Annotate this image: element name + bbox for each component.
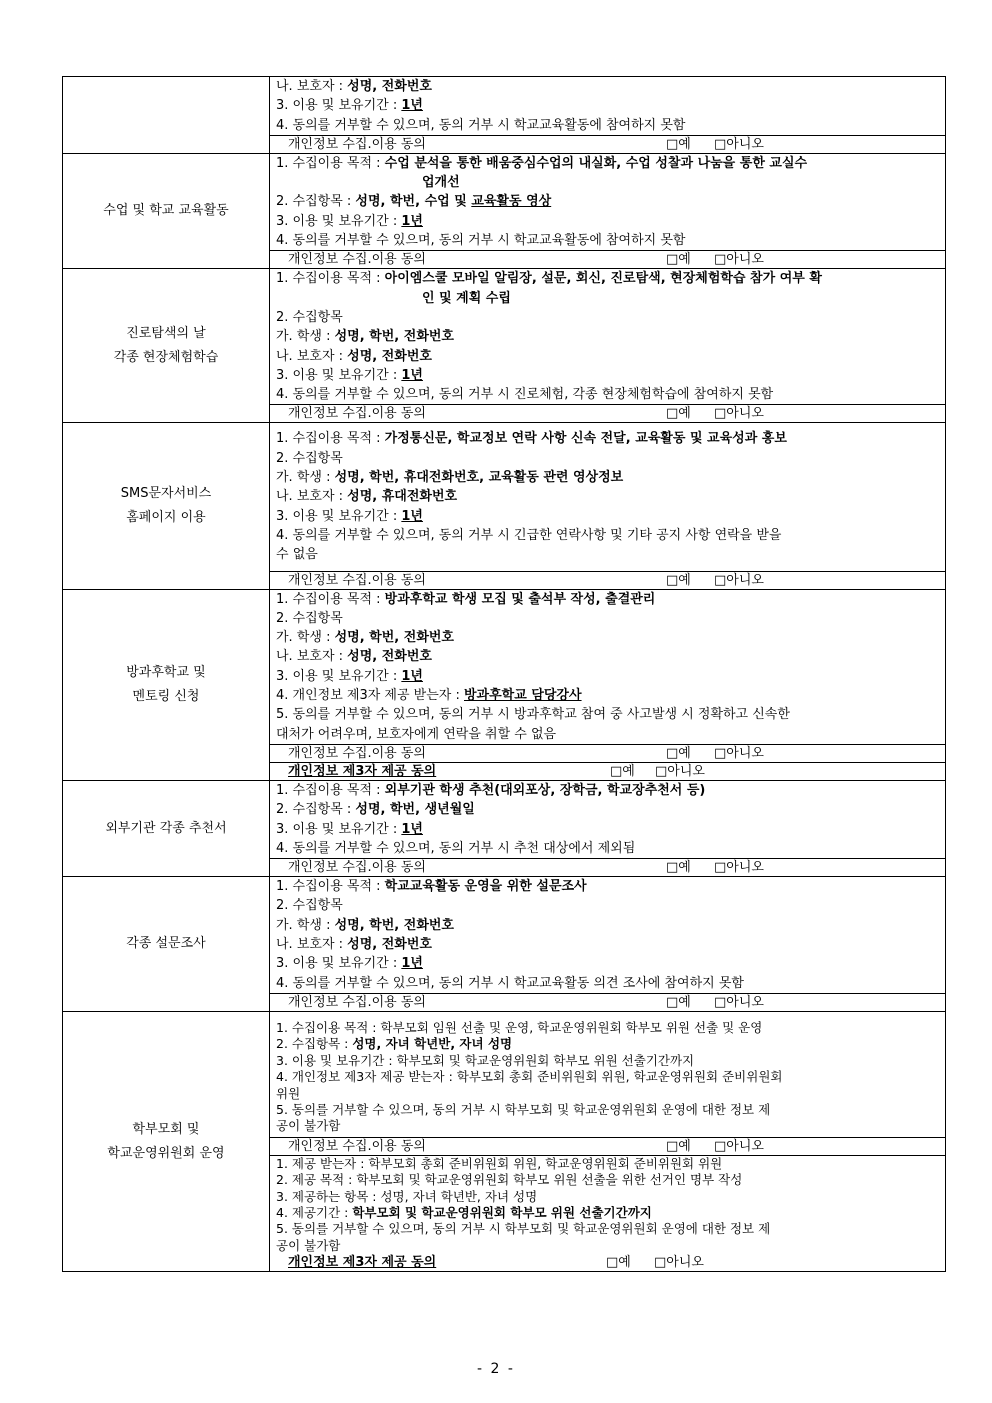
line-text: 위원 (276, 1085, 301, 1101)
no-checkbox[interactable]: □아니오 (714, 572, 764, 588)
line-text: 5. 동의를 거부할 수 있으며, 동의 거부 시 학부모회 및 학교운영위원회 운영에 대한 정보 제 (276, 1101, 771, 1117)
line-bold-text: 인 및 계획 수립 (422, 290, 511, 306)
line-text: 3. 이용 및 보유기간 : 학부모회 및 학교운영위원회 학부모 위원 선출기간까지 (276, 1052, 695, 1068)
consent-label-text: 개인정보 제3자 제공 동의 (288, 763, 437, 779)
line-text: 3. 이용 및 보유기간 : (276, 98, 402, 114)
line-bold-text: 학교교육활동 운영을 위한 설문조사 (384, 879, 587, 895)
no-checkbox[interactable]: □아니오 (655, 763, 705, 779)
line-underlined-text: 1년 (401, 98, 423, 114)
line-text: 1. 수집이용 목적 : (276, 879, 385, 895)
text-line (276, 974, 939, 993)
line-text: 3. 제공하는 항목 : 성명, 자녀 학년반, 자녀 성명 (276, 1188, 538, 1204)
text-line (276, 96, 939, 115)
text-line (276, 77, 939, 96)
line-bold-text: 성명, 자녀 학년반, 자녀 성명 (352, 1036, 513, 1052)
line-text: 1. 수집이용 목적 : (276, 155, 385, 171)
consent-row (270, 251, 946, 269)
line-bold-text: 성명, 학번, 전화번호 (334, 329, 454, 345)
line-text: 4. 제공기간 : (276, 1204, 353, 1220)
line-text: 공이 불가함 (276, 1237, 341, 1253)
category-label: 각종 설문조사 (126, 935, 206, 951)
text-line (276, 896, 939, 915)
consent-row (270, 1254, 946, 1272)
consent-row (270, 571, 946, 589)
text-line (276, 385, 939, 404)
line-text: 2. 수집항목 : (276, 802, 356, 818)
consent-label: 개인정보 수집.이용 동의 (288, 252, 426, 268)
line-text: 4. 동의를 거부할 수 있으며, 동의 거부 시 학교교육활동에 참여하지 못함 (276, 233, 686, 249)
line-bold-text: 아이엠스쿨 모바일 알림장, 설문, 회신, 진로탐색, 현장체험학습 참가 여부 확 (384, 271, 822, 287)
text-line (276, 327, 939, 346)
line-text: 4. 동의를 거부할 수 있으며, 동의 거부 시 긴급한 연락사항 및 기타 공지 사항 연락을 받을 (276, 527, 782, 543)
text-line (276, 1102, 939, 1118)
yes-checkbox[interactable]: □예 (666, 994, 691, 1010)
line-text: 2. 제공 목적 : 학부모회 및 학교운영위원회 학부모 위원 선출을 위한 선거인 명부 작성 (276, 1172, 743, 1188)
category-cell (63, 780, 270, 876)
no-checkbox[interactable]: □아니오 (654, 1255, 704, 1271)
consent-table (62, 76, 946, 1272)
text-line (276, 526, 939, 545)
line-text: 가. 학생 : (276, 470, 335, 486)
category-label: 수업 및 학교 교육활동 (103, 203, 229, 219)
line-text: 가. 학생 : (276, 329, 335, 345)
text-line (276, 590, 939, 609)
text-line (276, 916, 939, 935)
line-text: 나. 보호자 : (276, 348, 348, 364)
line-text: 3. 이용 및 보유기간 : (276, 213, 402, 229)
line-text: 나. 보호자 : (276, 649, 348, 665)
line-bold-text: 성명, 학번, 휴대전화번호, 교육활동 관련 영상정보 (334, 470, 624, 486)
category-label: 학부모회 및 (132, 1121, 200, 1137)
consent-row (270, 762, 946, 780)
category-cell (63, 153, 270, 268)
line-text: 1. 수집이용 목적 : (276, 431, 385, 447)
no-checkbox[interactable]: □아니오 (714, 406, 764, 422)
line-underlined-text: 방과후학교 담당강사 (464, 688, 582, 704)
line-underlined-text: 1년 (401, 821, 423, 837)
text-line (276, 725, 939, 744)
line-bold-text: 방과후학교 학생 모집 및 출석부 작성, 출결관리 (384, 591, 656, 607)
line-bold-text: 성명, 전화번호 (347, 936, 432, 952)
text-line (276, 173, 939, 192)
text-line (276, 1069, 939, 1085)
line-underlined-text: 1년 (401, 367, 423, 383)
line-underlined-text: 교육활동 영상 (471, 194, 552, 210)
line-bold-text: 성명, 학번, 생년월일 (355, 802, 475, 818)
line-underlined-text: 1년 (401, 956, 423, 972)
text-line (276, 507, 939, 526)
line-bold-text: 학부모회 및 학교운영위원회 학부모 위원 선출기간까지 (352, 1204, 652, 1220)
yes-checkbox[interactable]: □예 (606, 1255, 631, 1271)
text-line (276, 366, 939, 385)
text-line (276, 1156, 939, 1172)
text-line (276, 686, 939, 705)
line-text: 3. 이용 및 보유기간 : (276, 367, 402, 383)
consent-row (270, 993, 946, 1011)
item-details (270, 269, 946, 405)
text-line (276, 1189, 939, 1205)
text-line (276, 308, 939, 327)
third-party-details (270, 1155, 946, 1254)
category-label: 멘토링 신청 (132, 688, 200, 704)
consent-label: 개인정보 수집.이용 동의 (288, 572, 426, 588)
line-text: 수 없음 (276, 547, 318, 563)
text-line (276, 269, 939, 288)
line-text: 5. 동의를 거부할 수 있으며, 동의 거부 시 방과후학교 참여 중 사고발생 시 정확하고 신속한 (276, 707, 790, 723)
line-text: 2. 수집항목 (276, 610, 343, 626)
line-bold-text: 성명, 전화번호 (347, 79, 432, 94)
text-line (276, 116, 939, 135)
line-bold-text: 업개선 (422, 175, 460, 191)
line-text: 4. 동의를 거부할 수 있으며, 동의 거부 시 진로체험, 각종 현장체험학습에 참여하지 못함 (276, 387, 774, 403)
text-line (276, 647, 939, 666)
line-text: 1. 수집이용 목적 : (276, 782, 385, 798)
text-line (276, 935, 939, 954)
line-text: 4. 개인정보 제3자 제공 받는자 : (276, 688, 464, 704)
yes-checkbox[interactable]: □예 (666, 860, 691, 876)
line-bold-text: 수업 분석을 통한 배움중심수업의 내실화, 수업 성찰과 나눔을 통한 교실수 (384, 155, 808, 171)
text-line (276, 609, 939, 628)
no-checkbox[interactable]: □아니오 (714, 745, 764, 761)
yes-checkbox[interactable]: □예 (666, 136, 691, 152)
line-text: 1. 수집이용 목적 : (276, 271, 385, 287)
text-line (276, 1172, 939, 1188)
consent-label: 개인정보 수집.이용 동의 (288, 745, 426, 761)
item-details (270, 153, 946, 250)
category-label: 각종 현장체험학습 (113, 349, 219, 365)
line-bold-text: 성명, 학번, 전화번호 (334, 630, 454, 646)
text-line (276, 449, 939, 468)
no-checkbox[interactable]: □아니오 (714, 1138, 764, 1154)
line-text: 2. 수집항목 (276, 309, 343, 325)
text-line (276, 1086, 939, 1102)
text-line (276, 429, 939, 448)
text-line (276, 545, 939, 564)
category-cell (63, 1011, 270, 1271)
category-cell (63, 877, 270, 1012)
yes-checkbox[interactable]: □예 (666, 745, 691, 761)
category-cell (63, 269, 270, 423)
text-line (276, 487, 939, 506)
text-line (276, 212, 939, 231)
line-underlined-text: 1년 (401, 213, 423, 229)
line-text: 4. 동의를 거부할 수 있으며, 동의 거부 시 학교교육활동에 참여하지 못함 (276, 117, 686, 133)
line-text: 나. 보호자 : (276, 79, 348, 94)
line-text: 2. 수집항목 : (276, 1036, 353, 1052)
line-text: 1. 제공 받는자 : 학부모회 총회 준비위원회 위원, 학교운영위원회 준비위원회 위원 (276, 1155, 723, 1171)
line-underlined-text: 1년 (401, 508, 423, 524)
no-checkbox[interactable]: □아니오 (714, 994, 764, 1010)
consent-label-text: 개인정보 제3자 제공 동의 (288, 1255, 437, 1271)
yes-checkbox[interactable]: □예 (666, 1138, 691, 1154)
text-line (276, 667, 939, 686)
yes-checkbox[interactable]: □예 (666, 406, 691, 422)
category-cell (63, 423, 270, 589)
text-line (276, 289, 939, 308)
text-line (276, 347, 939, 366)
no-checkbox[interactable]: □아니오 (714, 860, 764, 876)
text-line (276, 820, 939, 839)
consent-label (288, 764, 436, 779)
line-text: 가. 학생 : (276, 917, 335, 933)
text-line (276, 154, 939, 173)
line-text: 1. 수집이용 목적 : 학부모회 임원 선출 및 운영, 학교운영위원회 학부모 위원 선출 및 운영 (276, 1019, 763, 1035)
line-bold-text: 성명, 전화번호 (347, 649, 432, 665)
text-line (276, 628, 939, 647)
line-underlined-text: 1년 (401, 668, 423, 684)
line-bold-text: 가정통신문, 학교정보 연락 사항 신속 전달, 교육활동 및 교육성과 홍보 (384, 431, 787, 447)
item-details (270, 77, 946, 136)
no-checkbox[interactable]: □아니오 (714, 252, 764, 268)
line-text: 4. 개인정보 제3자 제공 받는자 : 학부모회 총회 준비위원회 위원, 학교운영위원회 준비위원회 (276, 1069, 783, 1085)
text-line (276, 705, 939, 724)
item-details (270, 423, 946, 571)
category-label: 학교운영위원회 운영 (107, 1145, 225, 1161)
text-line (276, 1020, 939, 1036)
text-line (276, 468, 939, 487)
text-line (276, 1118, 939, 1134)
item-details (270, 780, 946, 858)
text-line (276, 1238, 939, 1254)
line-text: 2. 수집항목 (276, 898, 343, 914)
line-text: 3. 이용 및 보유기간 : (276, 956, 402, 972)
text-line (276, 1205, 939, 1221)
line-text: 대처가 어려우며, 보호자에게 연락을 취할 수 없음 (276, 726, 557, 742)
line-text: 2. 수집항목 : (276, 194, 356, 210)
line-bold-text: 성명, 학번, 전화번호 (334, 917, 454, 933)
no-checkbox[interactable]: □아니오 (714, 136, 764, 152)
line-text: 2. 수집항목 (276, 450, 343, 466)
line-text: 나. 보호자 : (276, 936, 348, 952)
category-label: 진로탐색의 날 (126, 325, 206, 341)
consent-row (270, 135, 946, 153)
category-label: SMS문자서비스 (120, 485, 212, 501)
text-line (276, 1221, 939, 1237)
line-text: 1. 수집이용 목적 : (276, 591, 385, 607)
line-bold-text: 성명, 휴대전화번호 (347, 489, 458, 505)
page-number: - 2 - (477, 1361, 515, 1377)
consent-label: 개인정보 수집.이용 동의 (288, 136, 426, 152)
consent-label: 개인정보 수집.이용 동의 (288, 1138, 426, 1154)
consent-row (270, 405, 946, 423)
consent-label: 개인정보 수집.이용 동의 (288, 994, 426, 1010)
consent-row (270, 744, 946, 762)
text-line (276, 192, 939, 211)
item-details (270, 589, 946, 744)
category-cell (63, 77, 270, 154)
text-line (276, 839, 939, 858)
text-line (276, 877, 939, 896)
category-label: 외부기관 각종 추천서 (105, 820, 227, 836)
line-bold-text: 외부기관 학생 추천(대외포상, 장학금, 학교장추천서 등) (384, 782, 706, 798)
yes-checkbox[interactable]: □예 (666, 252, 691, 268)
category-cell (63, 589, 270, 780)
item-details (270, 877, 946, 994)
line-text: 공이 불가함 (276, 1118, 341, 1134)
line-text: 3. 이용 및 보유기간 : (276, 508, 402, 524)
consent-row (270, 859, 946, 877)
consent-label: 개인정보 수집.이용 동의 (288, 406, 426, 422)
line-text: 4. 동의를 거부할 수 있으며, 동의 거부 시 추천 대상에서 제외됨 (276, 840, 636, 856)
line-bold-text: 성명, 전화번호 (347, 348, 432, 364)
line-text: 가. 학생 : (276, 630, 335, 646)
line-text: 5. 동의를 거부할 수 있으며, 동의 거부 시 학부모회 및 학교운영위원회 운영에 대한 정보 제 (276, 1221, 771, 1237)
text-line (276, 1053, 939, 1069)
text-line (276, 231, 939, 250)
line-text: 3. 이용 및 보유기간 : (276, 668, 402, 684)
line-text: 나. 보호자 : (276, 489, 348, 505)
item-details (270, 1011, 946, 1137)
line-text: 4. 동의를 거부할 수 있으며, 동의 거부 시 학교교육활동 의견 조사에 참여하지 못함 (276, 975, 744, 991)
text-line (276, 781, 939, 800)
consent-label (288, 1255, 436, 1270)
line-text: 3. 이용 및 보유기간 : (276, 821, 402, 837)
text-line (276, 954, 939, 973)
category-label: 홈페이지 이용 (126, 509, 206, 525)
consent-label: 개인정보 수집.이용 동의 (288, 860, 426, 876)
text-line (276, 800, 939, 819)
consent-row (270, 1137, 946, 1155)
yes-checkbox[interactable]: □예 (610, 763, 635, 779)
line-bold-text: 성명, 학번, 수업 및 (355, 194, 472, 210)
yes-checkbox[interactable]: □예 (666, 572, 691, 588)
text-line (276, 1036, 939, 1052)
category-label: 방과후학교 및 (126, 664, 206, 680)
